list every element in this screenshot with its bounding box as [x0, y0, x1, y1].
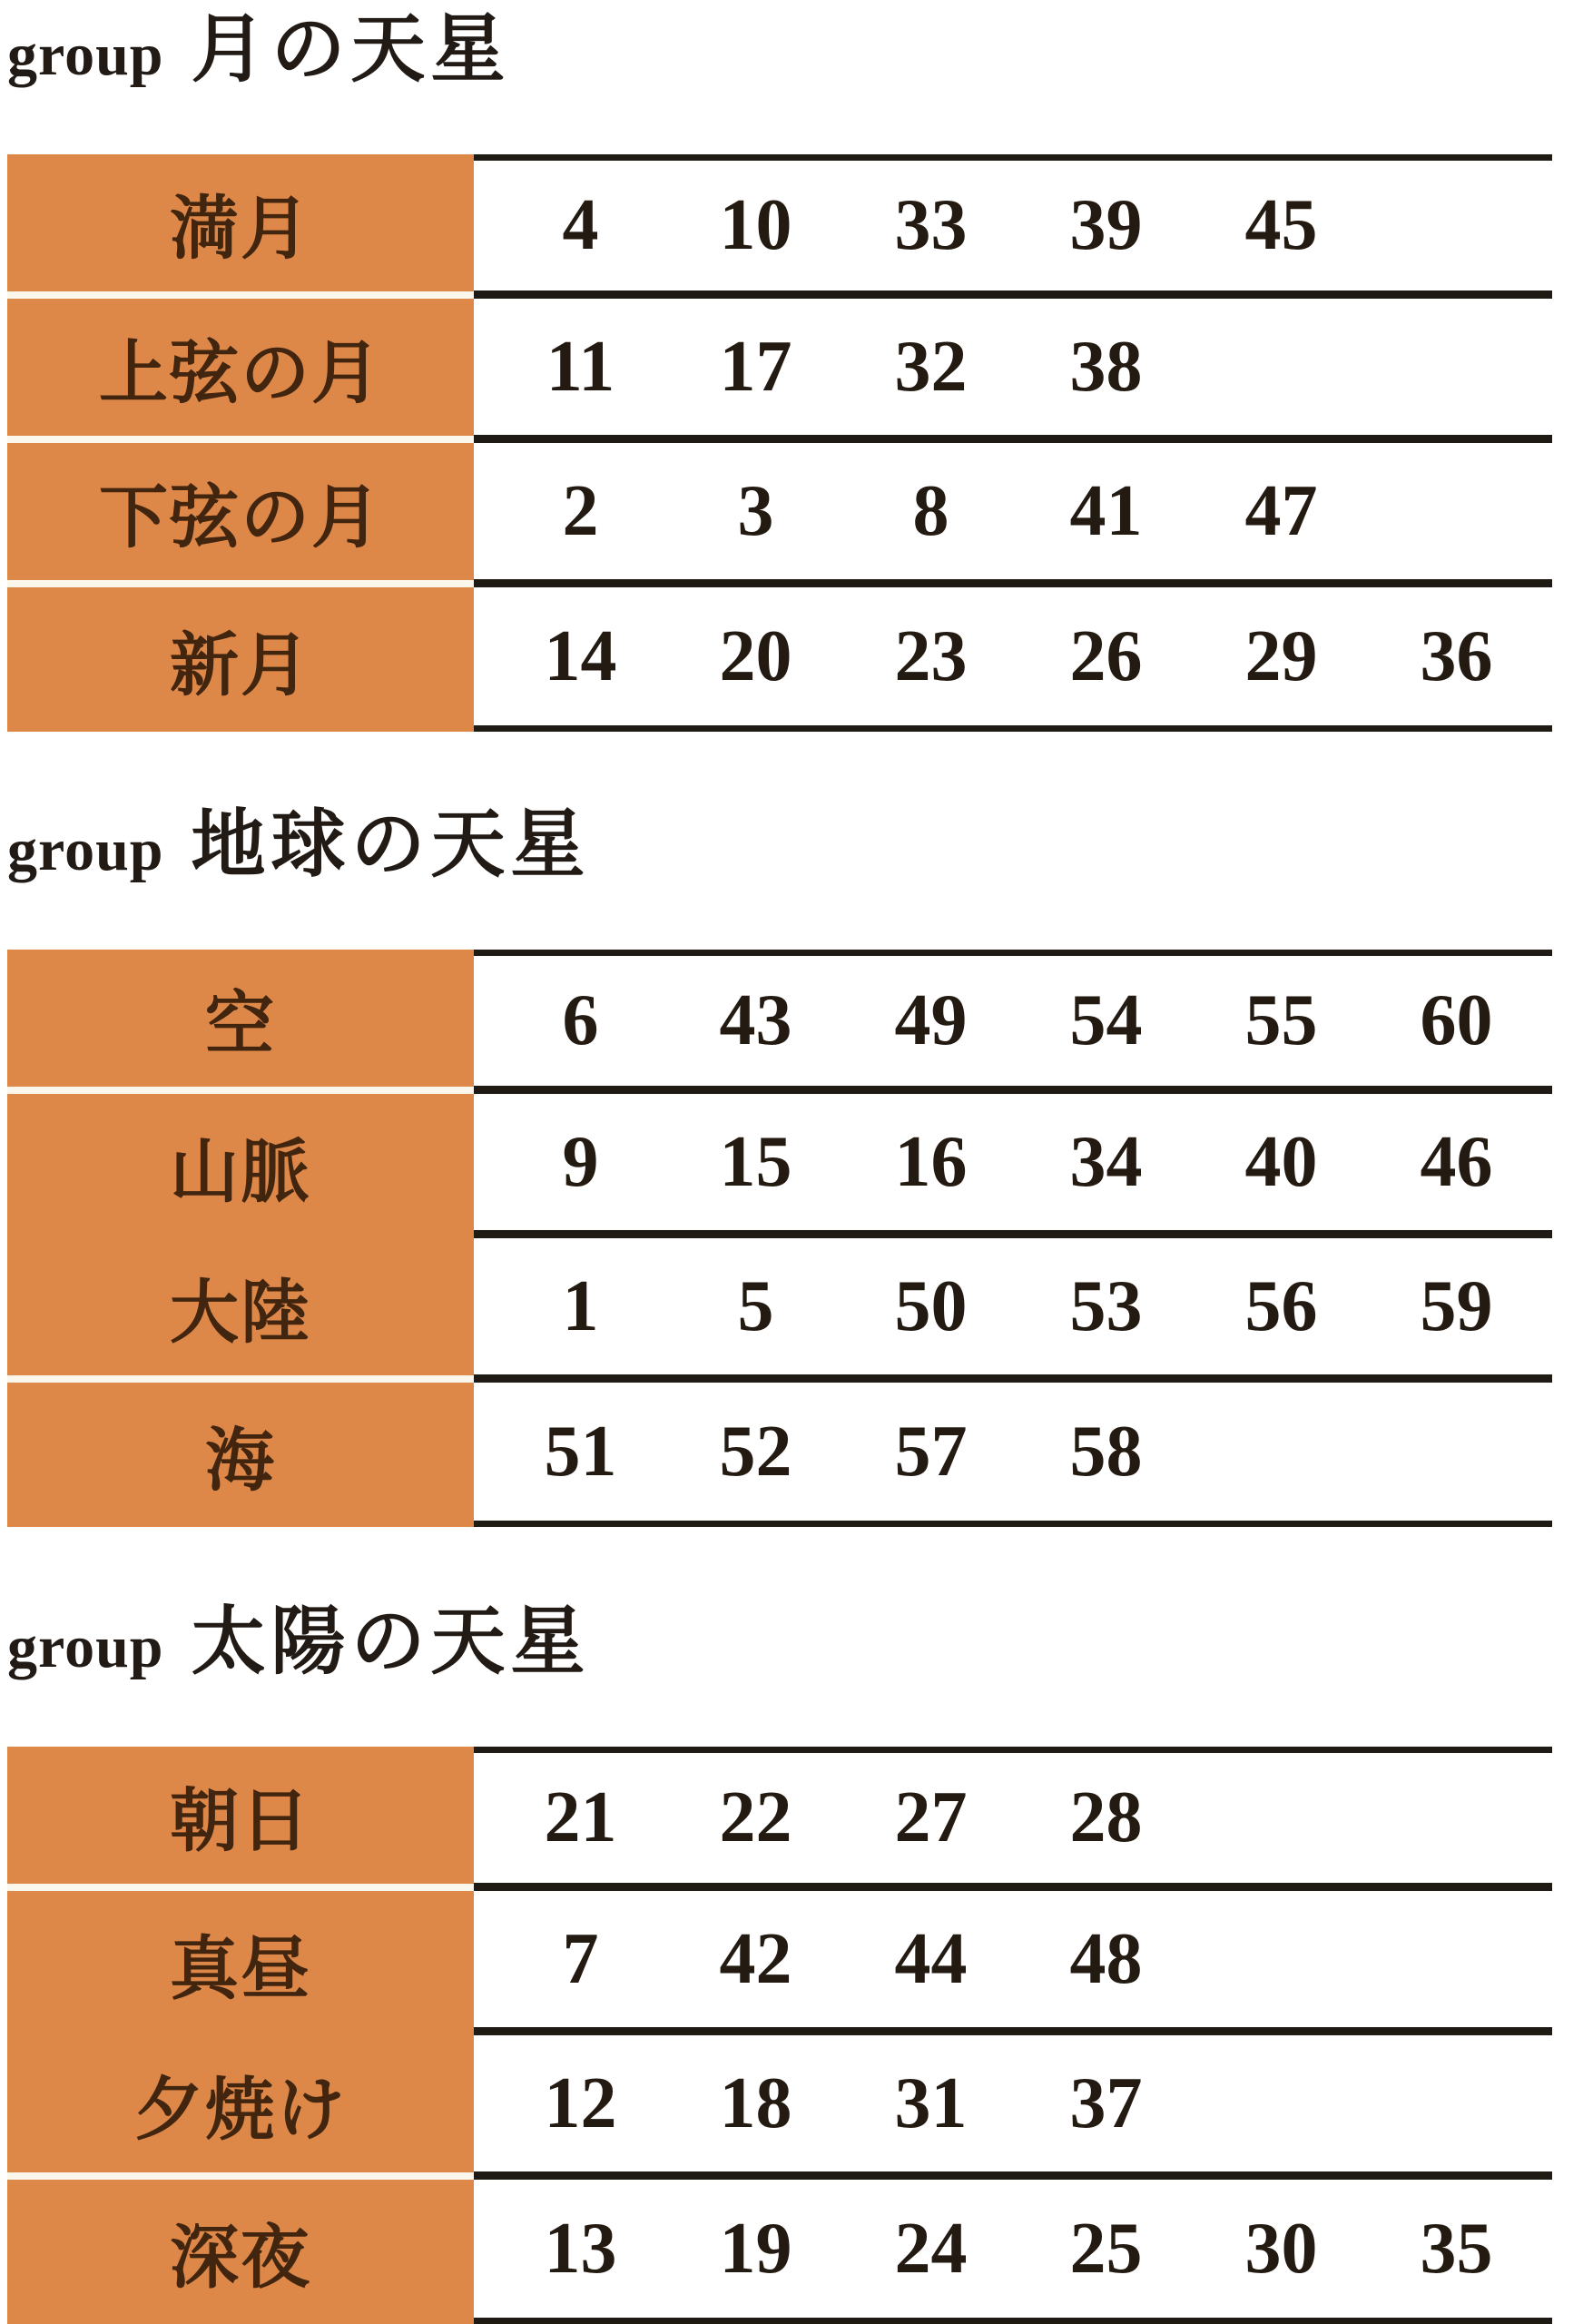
table-row [7, 2035, 1552, 2180]
star-number: 14 [544, 615, 617, 696]
row-numbers-cell [474, 2180, 1552, 2324]
star-number: 27 [894, 1777, 968, 1857]
table-row [7, 1238, 1552, 1383]
star-number-table [7, 154, 1552, 732]
star-number: 47 [1244, 470, 1318, 551]
row-label: 山脈 [170, 1134, 311, 1211]
star-number: 45 [1244, 185, 1318, 265]
row-label: 空 [205, 986, 276, 1063]
group-section-earth [7, 803, 1552, 1527]
star-number: 8 [912, 470, 949, 551]
row-label-cell [7, 1383, 474, 1527]
star-number: 31 [894, 2063, 968, 2143]
row-numbers-cell [474, 950, 1552, 1094]
row-label-cell [7, 1747, 474, 1891]
group-section-moon [7, 7, 1552, 732]
star-number: 48 [1069, 1918, 1143, 1999]
group-title-sun: 太陽の天星 [191, 1600, 591, 1683]
row-label: 真昼 [170, 1931, 311, 2008]
row-label: 上弦の月 [99, 335, 382, 412]
star-number: 57 [894, 1411, 968, 1492]
row-label: 下弦の月 [99, 479, 382, 556]
table-row [7, 587, 1552, 732]
star-number: 12 [544, 2063, 617, 2143]
table-row [7, 1891, 1552, 2035]
row-numbers-cell [474, 1747, 1552, 1891]
star-number: 41 [1069, 470, 1143, 551]
row-label-cell [7, 1891, 474, 2035]
row-label: 大陸 [170, 1275, 311, 1352]
row-label-cell [7, 299, 474, 443]
star-number: 13 [544, 2208, 617, 2289]
star-number: 43 [719, 980, 792, 1060]
row-numbers-cell [474, 443, 1552, 587]
star-number: 49 [894, 980, 968, 1060]
group-word-label: group [7, 22, 164, 88]
row-numbers-cell [474, 1891, 1552, 2035]
row-label: 海 [205, 1423, 276, 1500]
star-number: 23 [894, 615, 968, 696]
star-number: 11 [546, 326, 615, 407]
star-number: 5 [737, 1265, 774, 1346]
star-number: 51 [544, 1411, 617, 1492]
star-number: 6 [562, 980, 599, 1060]
table-row [7, 1383, 1552, 1527]
group-word-label: group [7, 817, 164, 883]
star-number: 17 [719, 326, 792, 407]
star-number: 7 [562, 1918, 599, 1999]
group-section-sun [7, 1600, 1552, 2324]
row-label-cell [7, 950, 474, 1094]
star-number: 16 [894, 1121, 968, 1202]
row-label: 新月 [170, 627, 311, 704]
star-number: 50 [894, 1265, 968, 1346]
star-number: 2 [562, 470, 599, 551]
star-number: 4 [562, 185, 599, 265]
star-number: 52 [719, 1411, 792, 1492]
star-number: 37 [1069, 2063, 1143, 2143]
star-number: 29 [1244, 615, 1318, 696]
group-title-moon: 月の天星 [191, 8, 511, 91]
row-label: 夕焼け [134, 2072, 347, 2149]
group-heading [7, 7, 1552, 98]
table-row [7, 299, 1552, 443]
row-numbers-cell [474, 1238, 1552, 1383]
star-number: 22 [719, 1777, 792, 1857]
row-label-cell [7, 1094, 474, 1238]
star-number: 15 [719, 1121, 792, 1202]
star-number: 3 [737, 470, 774, 551]
table-row [7, 443, 1552, 587]
row-numbers-cell [474, 1094, 1552, 1238]
star-number: 20 [719, 615, 792, 696]
row-numbers-cell [474, 1383, 1552, 1527]
star-number: 24 [894, 2208, 968, 2289]
star-number: 38 [1069, 326, 1143, 407]
row-label-cell [7, 587, 474, 732]
star-number: 53 [1069, 1265, 1143, 1346]
star-number: 28 [1069, 1777, 1143, 1857]
star-number: 21 [544, 1777, 617, 1857]
table-row [7, 1094, 1552, 1238]
row-label-cell [7, 1238, 474, 1383]
star-number: 44 [894, 1918, 968, 1999]
group-title-earth: 地球の天星 [191, 803, 591, 886]
row-numbers-cell [474, 154, 1552, 299]
star-number: 19 [719, 2208, 792, 2289]
row-label-cell [7, 2180, 474, 2324]
star-number: 1 [562, 1265, 599, 1346]
row-numbers-cell [474, 299, 1552, 443]
star-number: 33 [894, 185, 968, 265]
star-number: 55 [1244, 980, 1318, 1060]
row-label-cell [7, 154, 474, 299]
star-number: 36 [1420, 615, 1493, 696]
star-number: 60 [1420, 980, 1493, 1060]
table-row [7, 1747, 1552, 1891]
star-number: 10 [719, 185, 792, 265]
star-number: 18 [719, 2063, 792, 2143]
star-number: 58 [1069, 1411, 1143, 1492]
star-number: 42 [719, 1918, 792, 1999]
table-row [7, 2180, 1552, 2324]
table-row [7, 950, 1552, 1094]
row-label: 深夜 [170, 2220, 311, 2297]
table-row [7, 154, 1552, 299]
group-heading [7, 1600, 1552, 1690]
star-number: 30 [1244, 2208, 1318, 2289]
row-label-cell [7, 2035, 474, 2180]
row-label: 朝日 [170, 1783, 311, 1860]
group-heading [7, 803, 1552, 893]
star-number: 46 [1420, 1121, 1493, 1202]
star-number: 54 [1069, 980, 1143, 1060]
star-number: 40 [1244, 1121, 1318, 1202]
row-label: 満月 [170, 191, 311, 268]
star-number: 34 [1069, 1121, 1143, 1202]
star-number: 39 [1069, 185, 1143, 265]
row-numbers-cell [474, 587, 1552, 732]
star-number-table [7, 1747, 1552, 2324]
row-numbers-cell [474, 2035, 1552, 2180]
star-number: 56 [1244, 1265, 1318, 1346]
star-number-table [7, 950, 1552, 1527]
row-label-cell [7, 443, 474, 587]
star-number: 26 [1069, 615, 1143, 696]
star-number: 35 [1420, 2208, 1493, 2289]
star-number: 32 [894, 326, 968, 407]
star-number: 9 [562, 1121, 599, 1202]
group-word-label: group [7, 1614, 164, 1680]
star-number: 25 [1069, 2208, 1143, 2289]
star-number: 59 [1420, 1265, 1493, 1346]
